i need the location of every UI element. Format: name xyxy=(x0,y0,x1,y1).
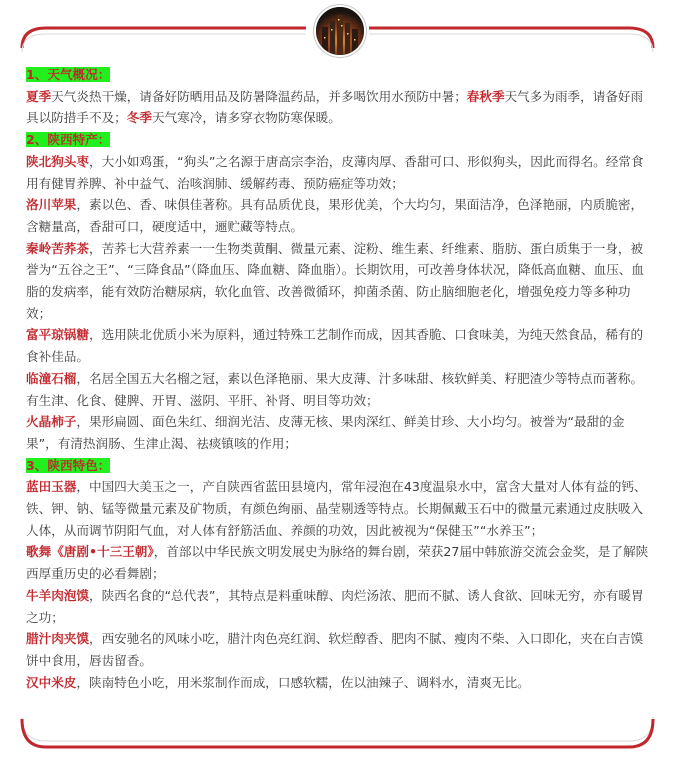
specialty-item xyxy=(26,368,654,411)
specialty-text: ，苦荞七大营养素一一生物类黄酮、微量元素、淀粉、维生素、纤维素、脂肪、蛋白质集于一身，被誉为“五谷之王”、“三降食品”（降血压、降血糖、降血脂）。长期饮用，可改善身体状况，降低高血糖、血压、血脂的发病率，能有效防治糖尿病，软化血管、改善微循环，抑菌杀菌、防止脑细胞老化，增强免疫力等多种功效； xyxy=(26,240,644,321)
features-section xyxy=(26,455,654,477)
specialty-name: 陕北狗头枣 xyxy=(26,153,89,169)
feature-item xyxy=(26,672,654,694)
weather-paragraph xyxy=(26,86,654,129)
specialty-name: 富平琼锅糖 xyxy=(26,327,89,343)
specialty-name: 秦岭苦荞茶 xyxy=(26,240,89,256)
city-night-icon xyxy=(316,7,364,55)
feature-item xyxy=(26,541,654,584)
summer-label: 夏季 xyxy=(26,88,52,104)
feature-name: 汉中米皮 xyxy=(26,674,77,690)
specialty-item xyxy=(26,238,654,325)
feature-item xyxy=(26,585,654,628)
specialties-heading: 2、陕西特产： xyxy=(26,132,111,148)
specialty-text: ，选用陕北优质小米为原料，通过特殊工艺制作而成，因其香脆、口食味美，为纯天然食品，稀有的食补佳品。 xyxy=(26,327,644,365)
specialty-item xyxy=(26,194,654,237)
specialty-name: 洛川苹果 xyxy=(26,197,77,213)
autumn-spring-text: 天气多为雨季，请备好雨具以防措手不及； xyxy=(26,88,644,126)
specialty-item xyxy=(26,151,654,194)
bottom-frame-ornament xyxy=(16,715,659,755)
feature-text: ，陕西名食的“总代表”，其特点是料重味醇、肉烂汤浓、肥而不腻、诱人食欲、回味无穷，亦有暖胃之功； xyxy=(26,587,644,625)
feature-name: 蓝田玉器 xyxy=(26,479,77,495)
feature-name: 歌舞《唐剧•十三王朝》 xyxy=(26,544,154,560)
weather-heading: 1、天气概况： xyxy=(26,67,111,82)
feature-name: 腊汁肉夹馍 xyxy=(26,631,89,647)
feature-item xyxy=(26,476,654,541)
feature-text: ，陕南特色小吃，用米浆制作而成，口感软糯，佐以油辣子、调料水，清爽无比。 xyxy=(76,674,530,690)
features-heading: 3、陕西特色： xyxy=(26,457,111,473)
specialties-section xyxy=(26,129,654,151)
specialty-text: ，名居全国五大名榴之冠，素以色泽艳丽、果大皮薄、汁多味甜、核软鲜美、籽肥渣少等特点而著称。有生津、化食、健脾、开胃、滋阴、平肝、补肾、明目等功效； xyxy=(26,370,644,408)
feature-text: ，首部以中华民族文明发展史为脉络的舞台剧，荣获27届中韩旅游交流会金奖，是了解陕西厚重历史的必看舞剧； xyxy=(26,544,649,582)
specialty-text: ，大小如鸡蛋，“狗头”之名源于唐高宗李治，皮薄肉厚、香甜可口、形似狗头，因此而得名。经常食用有健胃养脾、补中益气、治咳润肺、缓解药毒、预防癌症等功效； xyxy=(26,153,644,191)
city-night-photo-medallion xyxy=(314,5,366,57)
specialty-name: 火晶柿子 xyxy=(26,414,77,430)
specialty-name: 临潼石榴 xyxy=(26,370,77,386)
summer-text: 天气炎热干燥，请备好防晒用品及防暑降温药品，并多喝饮用水预防中暑； xyxy=(51,88,467,104)
feature-text: ，西安驰名的风味小吃，腊汁肉色亮红润、软烂醇香、肥肉不腻、瘦肉不柴、入口即化，夹在白吉馍饼中食用，唇齿留香。 xyxy=(26,631,644,668)
specialty-item xyxy=(26,324,654,367)
feature-item xyxy=(26,628,654,671)
travel-info-content xyxy=(26,64,654,693)
winter-text: 天气寒冷，请多穿衣物防寒保暖。 xyxy=(151,110,341,126)
autumn-spring-label: 春秋季 xyxy=(466,88,505,104)
feature-text: ，中国四大美玉之一，产自陕西省蓝田县境内，常年浸泡在43度温泉水中，富含大量对人体有益的钙、铁、钾、钠、锰等微量元素及矿物质，有颜色绚丽、晶莹剔透等特点。长期佩戴玉石中的微量元素通过皮肤吸入人体，从而调节阴阳气血，对人体有舒筋活血、养颜的功效，因此被视为“保健玉”“水养玉”； xyxy=(26,479,647,538)
winter-label: 冬季 xyxy=(126,110,152,126)
specialty-text: ，素以色、香、味俱佳著称。具有品质优良，果形优美，个大均匀，果面洁净，色泽艳丽，内质脆密，含糖量高，香甜可口，硬度适中，逦贮藏等特点。 xyxy=(26,197,644,234)
specialty-text: ，果形扁圆、面色朱红、细润光洁、皮薄无核、果肉深红、鲜美甘珍、大小均匀。被誉为“最甜的金果”，有清热润肠、生津止渴、祛痰镇咳的作用； xyxy=(26,414,625,451)
specialty-item xyxy=(26,411,654,454)
feature-name: 牛羊肉泡馍 xyxy=(26,587,89,603)
weather-section xyxy=(26,64,654,86)
